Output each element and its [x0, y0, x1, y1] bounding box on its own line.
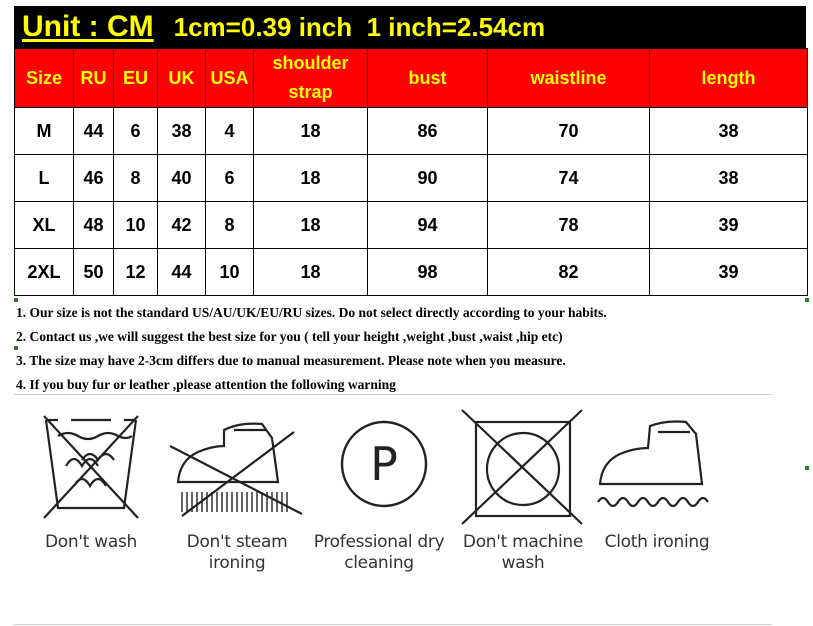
care-symbol-no-steam-ironing: [162, 408, 312, 588]
cell-bust: 90: [368, 155, 488, 202]
table-row: [15, 202, 808, 249]
steam-lines-icon: [182, 492, 287, 512]
unit-title: Unit : CM: [22, 10, 154, 43]
care-label: Professional dry cleaning: [313, 532, 445, 573]
note-line: 3. The size may have 2-3cm differs due to manual measurement. Please note when you measure.: [16, 353, 566, 368]
cell-ru: 48: [74, 202, 114, 249]
cell-bust: 98: [368, 249, 488, 296]
size-notes: [16, 301, 806, 397]
cell-uk: 40: [158, 155, 206, 202]
cell-uk: 42: [158, 202, 206, 249]
cell-shoulder-strap: 18: [254, 202, 368, 249]
cell-size: L: [15, 155, 74, 202]
marker-dot: [14, 346, 18, 350]
cell-ru: 50: [74, 249, 114, 296]
table-header-row: [15, 49, 808, 108]
marker-dot: [14, 298, 18, 302]
cell-usa: 4: [206, 108, 254, 155]
cell-eu: 6: [114, 108, 158, 155]
cell-waistline: 74: [488, 155, 650, 202]
dry-clean-glyph: P: [370, 437, 398, 491]
size-table: [14, 48, 808, 296]
no-machine-wash-icon: [448, 408, 598, 528]
no-steam-ironing-icon: [162, 408, 312, 528]
professional-dry-cleaning-icon: [306, 408, 456, 528]
cloth-wave-icon: [598, 498, 708, 506]
care-label: Don't machine wash: [462, 532, 584, 573]
marker-dot: [805, 298, 809, 302]
care-symbol-professional-dry-cleaning: [306, 408, 456, 588]
care-symbol-no-wash: [16, 408, 166, 588]
cell-length: 39: [650, 202, 808, 249]
table-row: [15, 249, 808, 296]
cell-size: XL: [15, 202, 74, 249]
cell-bust: 86: [368, 108, 488, 155]
cell-usa: 6: [206, 155, 254, 202]
table-row: [15, 155, 808, 202]
cell-waistline: 82: [488, 249, 650, 296]
cell-uk: 38: [158, 108, 206, 155]
col-header-shoulder-strap: shoulder strap: [254, 49, 368, 108]
col-header-bust: bust: [368, 49, 488, 108]
care-symbol-no-machine-wash: [448, 408, 598, 588]
col-header-uk: UK: [158, 49, 206, 108]
col-header-eu: EU: [114, 49, 158, 108]
col-header-waistline: waistline: [488, 49, 650, 108]
cell-size: M: [15, 108, 74, 155]
no-wash-icon: [16, 408, 166, 528]
cell-bust: 94: [368, 202, 488, 249]
marker-dot: [805, 466, 809, 470]
care-symbol-cloth-ironing: [582, 408, 732, 588]
care-label: Don't wash: [45, 532, 137, 552]
col-header-length: length: [650, 49, 808, 108]
cell-ru: 46: [74, 155, 114, 202]
cell-length: 39: [650, 249, 808, 296]
divider-top: [14, 394, 772, 395]
col-header-usa: USA: [206, 49, 254, 108]
cloth-ironing-icon: [582, 408, 732, 528]
cell-usa: 8: [206, 202, 254, 249]
col-header-size: Size: [15, 49, 74, 108]
header-bar: [14, 6, 806, 48]
col-header-ru: RU: [74, 49, 114, 108]
care-label: Don't steam ironing: [186, 532, 288, 573]
note-line: 4. If you buy fur or leather ,please attention the following warning: [16, 377, 396, 392]
cell-usa: 10: [206, 249, 254, 296]
table-row: [15, 108, 808, 155]
cell-shoulder-strap: 18: [254, 155, 368, 202]
cell-shoulder-strap: 18: [254, 249, 368, 296]
cell-waistline: 70: [488, 108, 650, 155]
care-label: Cloth ironing: [604, 532, 710, 552]
cell-eu: 12: [114, 249, 158, 296]
unit-conversion: 1cm=0.39 inch 1 inch=2.54cm: [173, 11, 546, 42]
cell-uk: 44: [158, 249, 206, 296]
cell-eu: 10: [114, 202, 158, 249]
note-line: 1. Our size is not the standard US/AU/UK/EU/RU sizes. Do not select directly according to your habits.: [16, 305, 607, 320]
note-line: 2. Contact us ,we will suggest the best size for you ( tell your height ,weight ,bust ,waist ,hip etc): [16, 329, 563, 344]
divider-bottom: [14, 624, 772, 625]
cell-eu: 8: [114, 155, 158, 202]
cell-waistline: 78: [488, 202, 650, 249]
cell-shoulder-strap: 18: [254, 108, 368, 155]
cell-length: 38: [650, 108, 808, 155]
cell-ru: 44: [74, 108, 114, 155]
cell-size: 2XL: [15, 249, 74, 296]
cell-length: 38: [650, 155, 808, 202]
